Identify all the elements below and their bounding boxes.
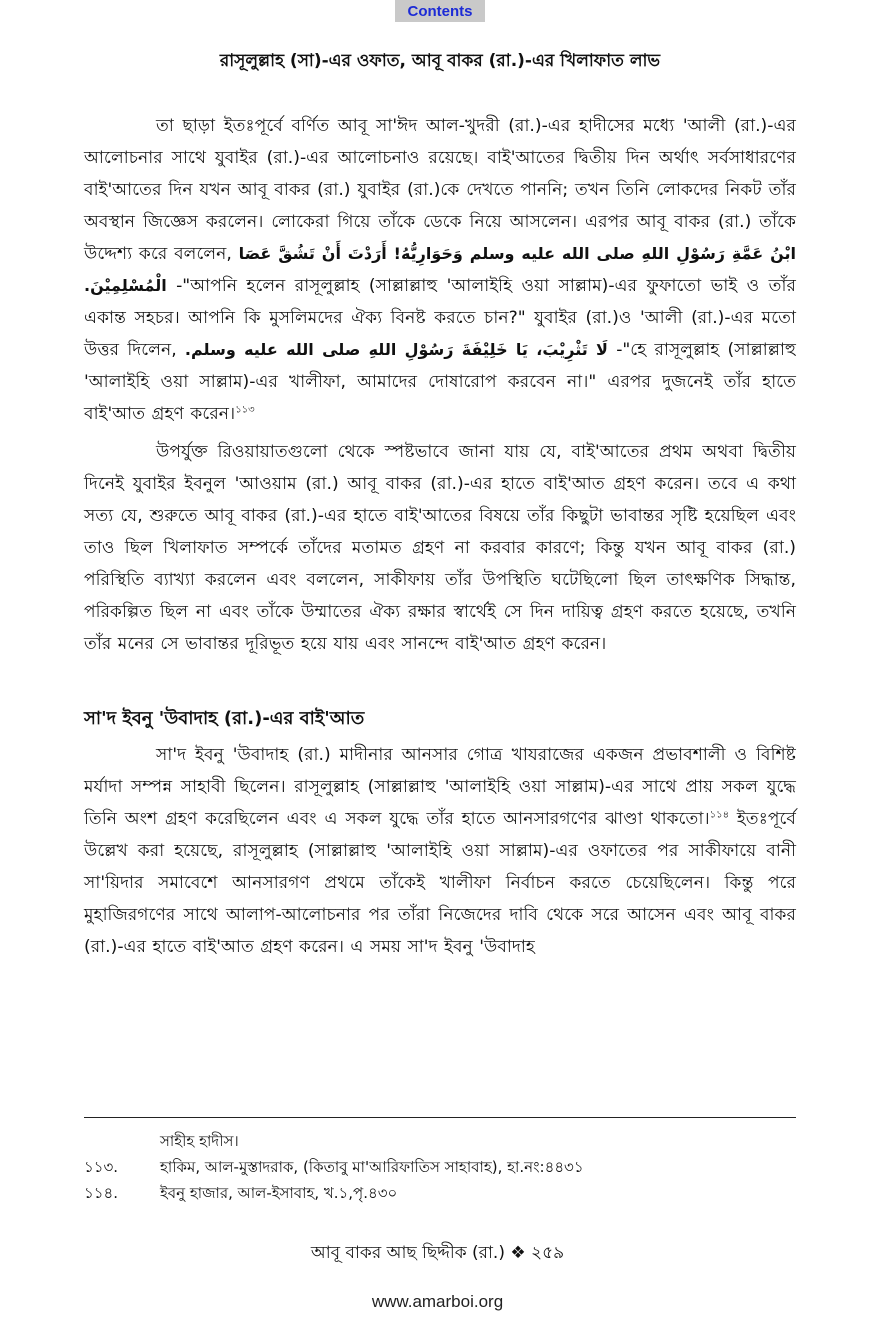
paragraph-1 bbox=[84, 110, 796, 430]
footnotes bbox=[84, 1128, 796, 1206]
paragraph-1-text-a: তা ছাড়া ইতঃপূর্বে বর্ণিত আবূ সা'ঈদ আল-খুদরী (রা.)-এর হাদীসের মধ্যে 'আলী (রা.)-এর আলোচনার সাথে যুবাইর (রা.)-এর আলোচনাও রয়েছে। বাই'আতের দ্বিতীয় দিন অর্থাৎ সর্বসাধারণের বাই'আতের দিন যখন আবূ বাকর (রা.) যুবাইর (রা.)কে দেখতে পাননি; তখন তিনি লোকদের নিকট তাঁর অবস্থান জিজ্ঞেস করলেন। লোকেরা গিয়ে তাঁকে ডেকে নিয়ে আসলেন। এরপর আবূ বাকর (রা.) তাঁকে উদ্দেশ্য করে বললেন, bbox=[84, 116, 796, 264]
page-body bbox=[84, 48, 796, 963]
page-footer: আবূ বাকর আছ ছিদ্দীক (রা.) ❖ ২৫৯ bbox=[310, 1243, 565, 1263]
paragraph-3-text-a: সা'দ ইবনু 'উবাদাহ (রা.) মাদীনার আনসার গোত্র খাযরাজের একজন প্রভাবশালী ও বিশিষ্ট মর্যাদা সম্পন্ন সাহাবী ছিলেন। রাসূলুল্লাহ (সাল্লাল্লাহু 'আলাইহি ওয়া সাল্লাম)-এর সাথে প্রায় সকল যুদ্ধে তিনি অংশ গ্রহণ করেছিলেন এবং এ সকল যুদ্ধে তাঁর হাতে আনসারগণের ঝাণ্ডা থাকতো। bbox=[84, 745, 796, 829]
footnote-carryover: সাহীহ হাদীস। bbox=[160, 1132, 239, 1150]
footnote-text: ইবনু হাজার, আল-ইসাবাহ, খ.১,পৃ.৪৩০ bbox=[160, 1184, 398, 1202]
footnote-ref-114[interactable]: ১১৪ bbox=[709, 809, 730, 821]
paragraph-1-text-c: -"হে রাসূলুল্লাহ (সাল্লাল্লাহু 'আলাইহি ওয়া সাল্লাম)-এর খালীফা, আমাদের দোষারোপ করবেন না।" এরপর দুজনেই তাঁর হাতে বাই'আত গ্রহণ করেন। bbox=[84, 340, 796, 424]
website-link[interactable]: www.amarboi.org bbox=[371, 1292, 504, 1311]
footnote-ref-113[interactable]: ১১৩ bbox=[235, 404, 255, 416]
paragraph-3 bbox=[84, 739, 796, 963]
footnote-114 bbox=[84, 1180, 796, 1206]
arabic-quote-2: لَا تَثْرِيْبَ، يَا خَلِيْفَةَ رَسُوْلِ اللهِ صلى الله عليه وسلم. bbox=[184, 340, 608, 359]
running-head: রাসূলুল্লাহ (সা)-এর ওফাত, আবূ বাকর (রা.)-এর খিলাফাত লাভ bbox=[219, 51, 661, 71]
paragraph-1-text-b: -"আপনি হলেন রাসূলুল্লাহ (সাল্লাল্লাহু 'আলাইহি ওয়া সাল্লাম)-এর ফুফাতো ভাই ও তাঁর একান্ত সহচর। আপনি কি মুসলিমদের ঐক্য বিনষ্ট করতে চান?" যুবাইর (রা.)ও 'আলী (রা.)-এর মতো উত্তর দিলেন, bbox=[84, 276, 796, 360]
contents-button[interactable]: Contents bbox=[395, 0, 485, 22]
footnote-113 bbox=[84, 1154, 796, 1180]
section-title: সা'দ ইবনু 'উবাদাহ (রা.)-এর বাই'আত bbox=[84, 708, 365, 729]
paragraph-2: উপর্যুক্ত রিওয়ায়াতগুলো থেকে স্পষ্টভাবে জানা যায় যে, বাই'আতের প্রথম অথবা দ্বিতীয় দিনেই যুবাইর ইবনুল 'আওয়াম (রা.) আবূ বাকর (রা.)-এর হাতে বাই'আত গ্রহণ করেন। তবে এ কথা সত্য যে, শুরুতে আবূ বাকর (রা.)-এর হাতে বাই'আতের বিষয়ে তাঁর কিছুটা ভাবান্তর সৃষ্টি হয়েছিল এবং তাও ছিল খিলাফাত সম্পর্কে তাঁদের মতামত গ্রহণ না করবার কারণে; কিন্তু যখন আবূ বাকর (রা.) পরিস্থিতি ব্যাখ্যা করলেন এবং বললেন, সাকীফায় তাঁর উপস্থিতি ঘটেছিলো ছিল তাৎক্ষণিক সিদ্ধান্ত, পরিকল্পিত ছিল না এবং তাঁকে উম্মাতের ঐক্য রক্ষার স্বার্থেই সে দিন দায়িত্ব গ্রহণ করতে হয়েছে, তখনি তাঁর মনের সে ভাবান্তর দূরিভূত হয়ে যায় এবং সানন্দে বাই'আত গ্রহণ করেন। bbox=[84, 442, 796, 654]
footnote-number: ১১৩. bbox=[84, 1158, 118, 1176]
arabic-quote-1: ابْنُ عَمَّةِ رَسُوْلِ اللهِ صلى الله عليه وسلم وَحَوَارِيُّهُ! أَرَدْتَ أَنْ تَشُقَّ عَصَا الْمُسْلِمِيْنَ. bbox=[84, 244, 796, 295]
footnote-divider bbox=[84, 1117, 796, 1118]
paragraph-3-text-b: ইতঃপূর্বে উল্লেখ করা হয়েছে, রাসূলুল্লাহ (সাল্লাল্লাহু 'আলাইহি ওয়া সাল্লাম)-এর ওফাতের পর সাকীফায়ে বানী সা'য়িদার সমাবেশে আনসারগণ প্রথমে তাঁকেই খালীফা নির্বাচন করতে চেয়েছিলেন। কিন্তু পরে মুহাজিরগণের সাথে আলাপ-আলোচনার পর তাঁরা নিজেদের দাবি থেকে সরে আসেন এবং আবূ বাকর (রা.)-এর হাতে বাই'আত গ্রহণ করেন। এ সময় সা'দ ইবনু 'উবাদাহ bbox=[84, 809, 796, 957]
footnote-number: ১১৪. bbox=[84, 1184, 118, 1202]
footnote-text: হাকিম, আল-মুস্তাদরাক, (কিতাবু মা'আরিফাতিস সাহাবাহ), হা.নং:৪৪৩১ bbox=[160, 1158, 584, 1176]
